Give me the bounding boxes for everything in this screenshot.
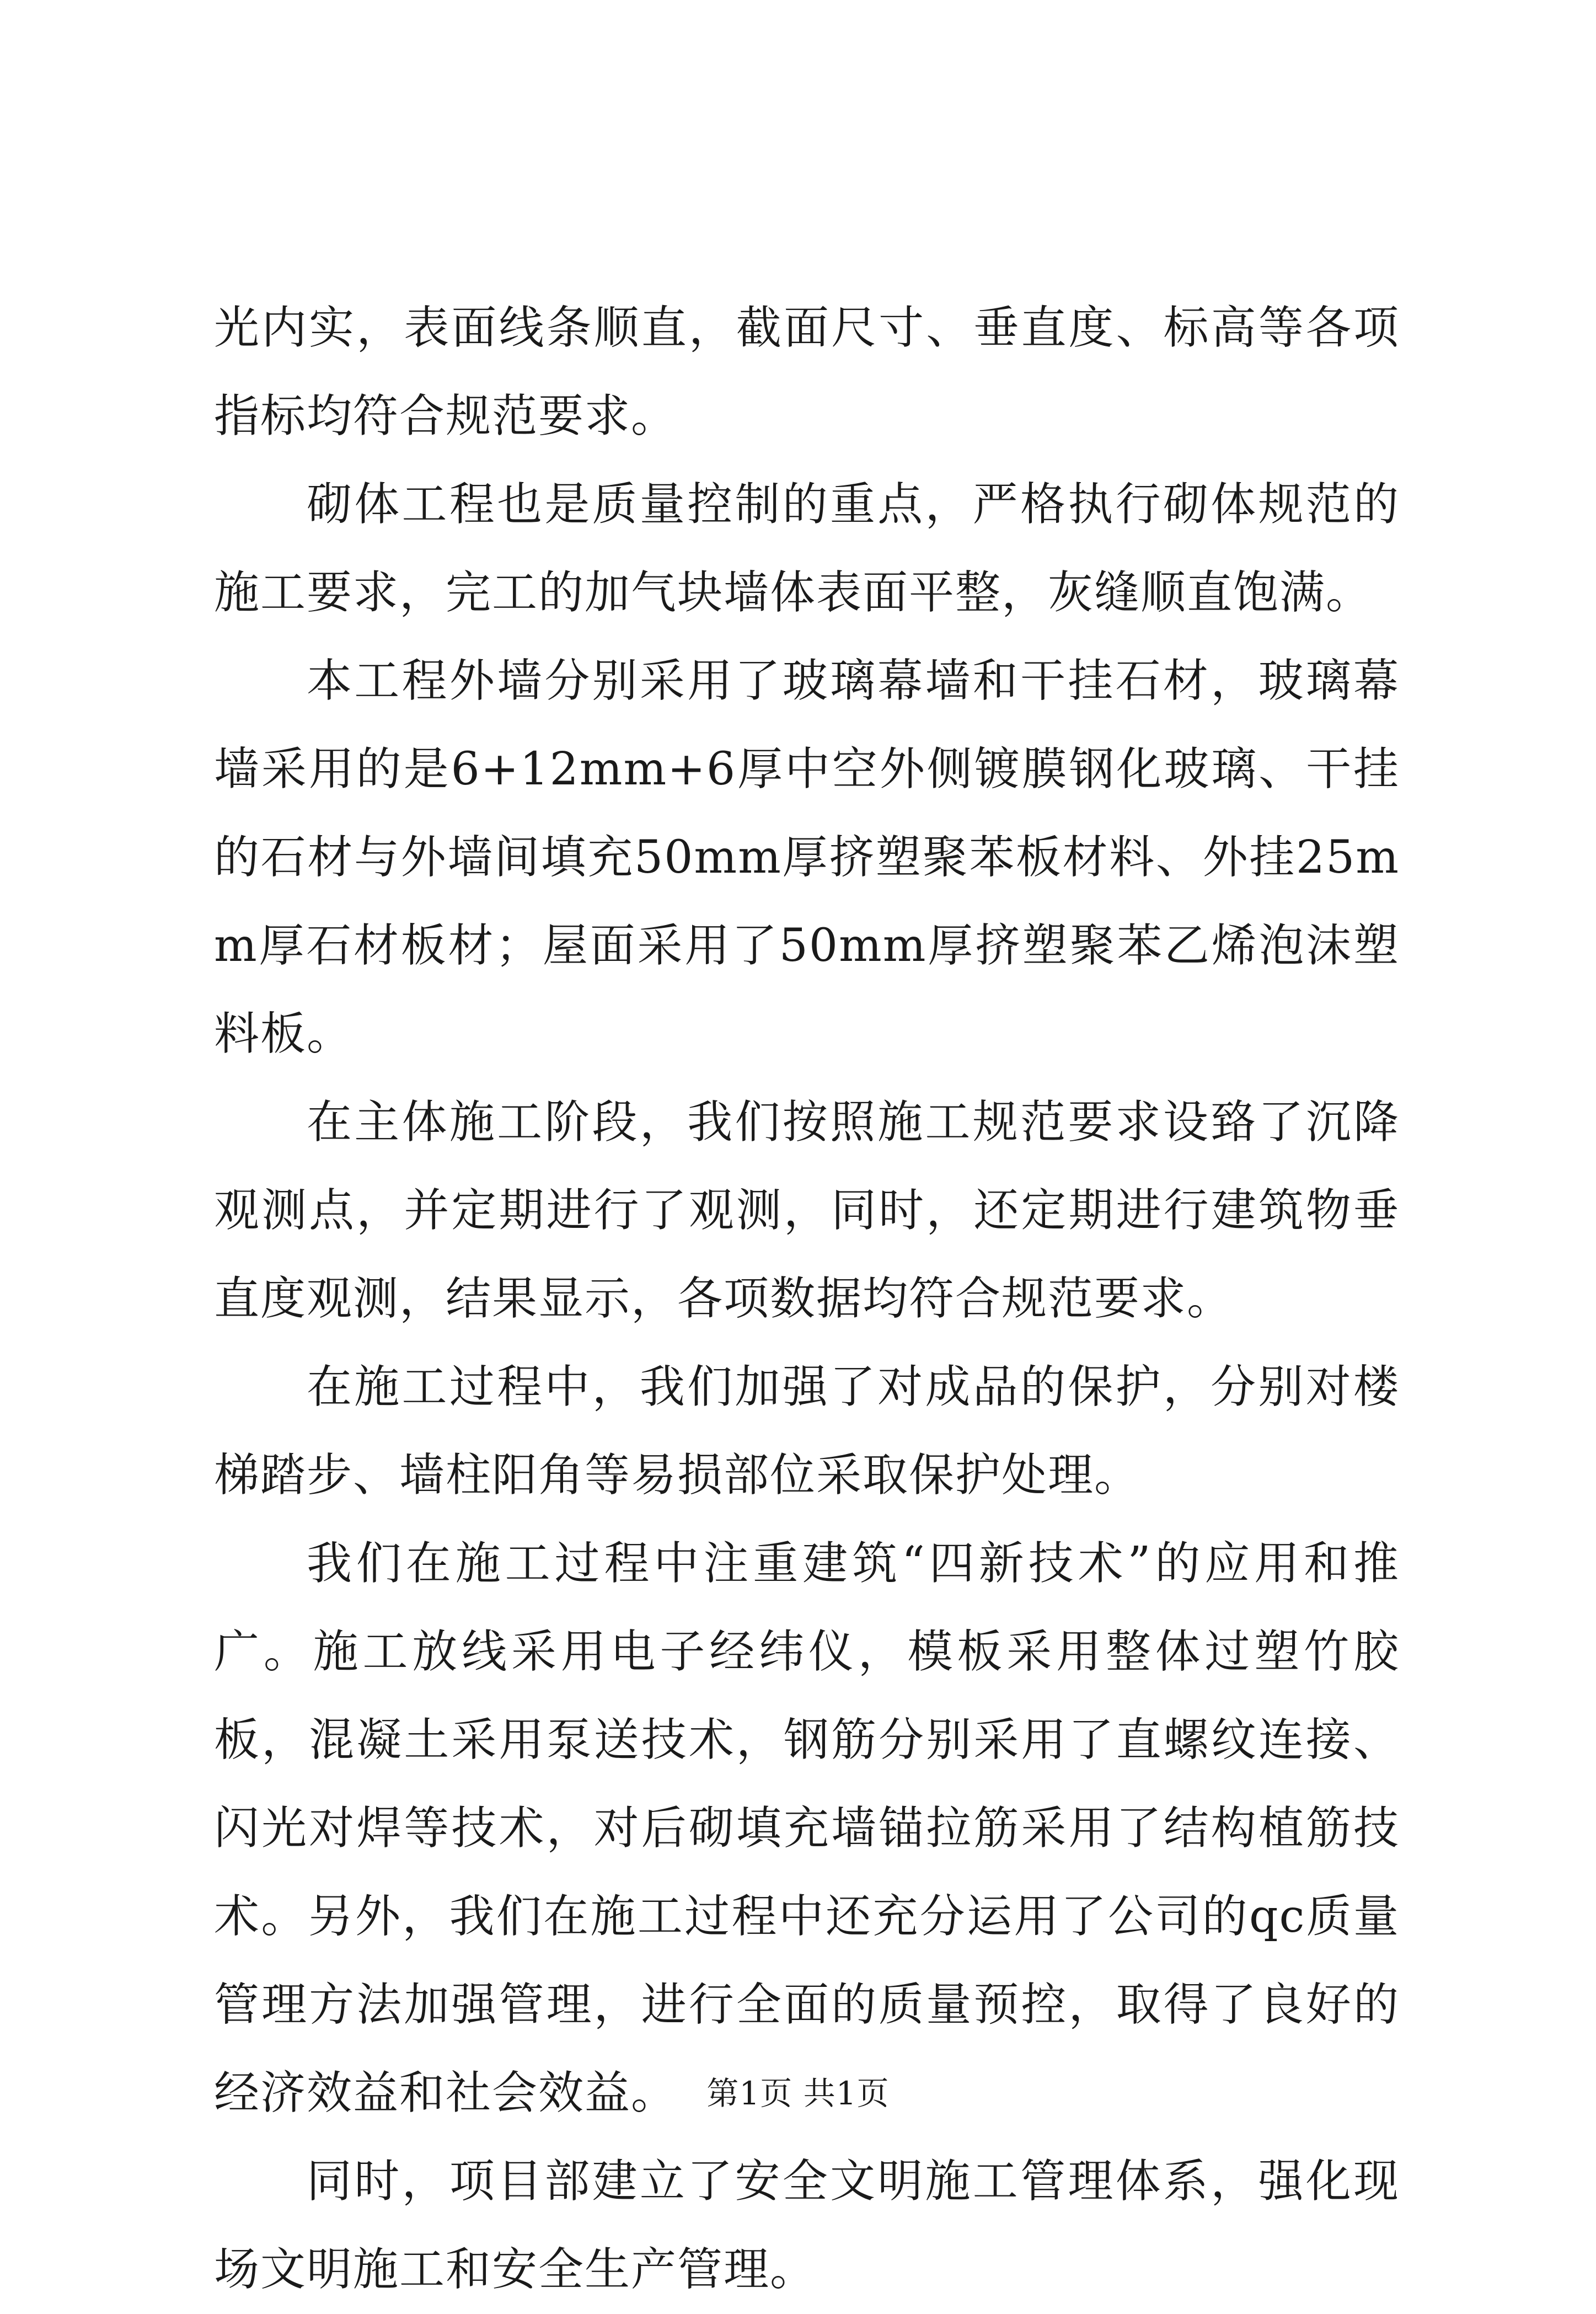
page-number-footer: 第1页 共1页 [706,2075,890,2112]
paragraph-safety-management: 同时，项目部建立了安全文明施工管理体系，强化现场文明施工和安全生产管理。 [214,2155,1400,2296]
paragraph-new-technology: 我们在施工过程中注重建筑“四新技术”的应用和推广。施工放线采用电子经纬仪，模板采用整体过塑竹胶板，混凝土采用泵送技术，钢筋分别采用了直螺纹连接、闪光对焊等技术，对后砌填充墙锚拉筋采用了结构植筋技术。另外，我们在施工过程中还充分运用了公司的qc质量管理方法加强管理，进行全面的质量预控，取得了良好的经济效益和社会效益。 [214,1537,1400,2119]
paragraph-continuation: 光内实，表面线条顺直，截面尺寸、垂直度、标高等各项指标均符合规范要求。 [214,302,1400,442]
paragraph-exterior-wall: 本工程外墙分别采用了玻璃幕墙和干挂石材，玻璃幕墙采用的是6+12mm+6厚中空外侧镀膜钢化玻璃、干挂的石材与外墙间填充50mm厚挤塑聚苯板材料、外挂25mm厚石材板材；屋面采用了50mm厚挤塑聚苯乙烯泡沫塑料板。 [214,655,1400,1060]
paragraph-finished-product-protection: 在施工过程中，我们加强了对成品的保护，分别对楼梯踏步、墙柱阳角等易损部位采取保护处理。 [214,1361,1400,1501]
paragraph-masonry: 砌体工程也是质量控制的重点，严格执行砌体规范的施工要求，完工的加气块墙体表面平整，灰缝顺直饱满。 [214,478,1400,619]
paragraph-settlement-observation: 在主体施工阶段，我们按照施工规范要求设臵了沉降观测点，并定期进行了观测，同时，还定期进行建筑物垂直度观测，结果显示，各项数据均符合规范要求。 [214,1096,1400,1325]
document-body [214,284,1400,2314]
